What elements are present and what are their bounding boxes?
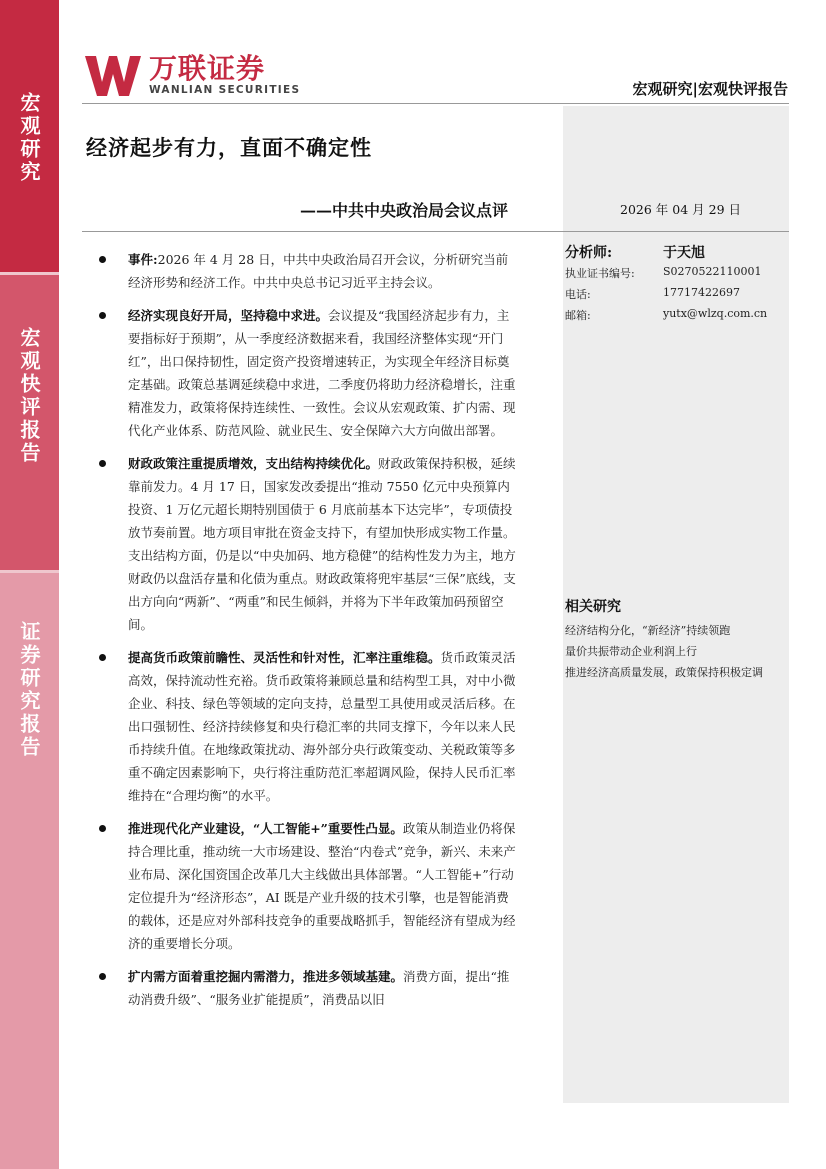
bullet-text: 会议提及“我国经济起步有力，主要指标好于预期”，从一季度经济数据来看，我国经济整体实现“开门红”，出口保持韧性，固定资产投资增速转正，为实现全年经济目标奠定基础。政策总基调延续稳中求进，二季度仍将助力经济稳增长，注重精准发力，政策将保持连续性、一致性。会议从宏观政策、扩内需、现代化产业体系、防范风险、就业民生、安全保障六大方向做出部署。: [128, 308, 516, 438]
phone-label: 电话:: [565, 288, 591, 301]
bullet-dot-icon: [99, 654, 106, 661]
sidebar-label: 证券研究报告: [17, 621, 41, 759]
company-logo: [83, 52, 300, 98]
related-research-link[interactable]: 推进经济高质量发展，政策保持积极定调: [565, 666, 763, 679]
sidebar-section-macro-review: [0, 275, 59, 570]
header-divider: [82, 103, 789, 104]
wanlian-logo-icon: [83, 52, 143, 98]
bullet-text: 货币政策灵活高效，保持流动性充裕。货币政策将兼顾总量和结构型工具，对中小微企业、科技、绿色等领域的定向支持，总量型工具使用或灵活后移。在出口强韧性、经济持续修复和央行稳汇率的共同支撑下，今年以来人民币持续升值。在地缘政策扰动、海外部分央行政策变动、关税政策等多重不确定因素影响下，央行将注重防范汇率超调风险，保持人民币汇率维持在“合理均衡”的水平。: [128, 650, 516, 803]
report-subtitle: ——中共中央政治局会议点评: [300, 201, 509, 220]
bullet-dot-icon: [99, 973, 106, 980]
analyst-name-row: [565, 242, 787, 265]
sidebar-section-securities-research: [0, 573, 59, 1169]
related-research-link[interactable]: 经济结构分化，“新经济”持续领跑: [565, 624, 731, 637]
bullet-heading: 推进现代化产业建设，“人工智能+”重要性凸显。: [128, 821, 403, 836]
analyst-name: 于天旭: [663, 245, 705, 261]
bullet-dot-icon: [99, 256, 106, 263]
title-divider: [82, 231, 789, 232]
bullet-dot-icon: [99, 312, 106, 319]
email-label: 邮箱:: [565, 309, 591, 322]
email-address[interactable]: yutx@wlzq.com.cn: [663, 307, 768, 320]
cert-number: S0270522110001: [663, 265, 762, 278]
report-date: 2026 年 04 月 29 日: [620, 202, 741, 217]
bullet-item: [96, 304, 516, 442]
bullet-text: 2026 年 4 月 28 日，中共中央政治局召开会议，分析研究当前经济形势和经济工作。中共中央总书记习近平主持会议。: [128, 252, 509, 290]
bullet-item: [96, 452, 516, 636]
bullet-dot-icon: [99, 825, 106, 832]
analyst-cert-row: [565, 265, 787, 286]
bullet-heading: 事件:: [128, 252, 158, 267]
report-title: 经济起步有力，直面不确定性: [86, 135, 372, 160]
logo-chinese-name: 万联证券: [149, 52, 266, 85]
bullet-item: [96, 248, 516, 294]
analyst-info: [565, 242, 787, 328]
phone-number: 17717422697: [663, 286, 740, 299]
related-research: [565, 596, 795, 683]
related-research-title: 相关研究: [565, 599, 621, 615]
analyst-email-row: [565, 307, 787, 328]
report-category: 宏观研究|宏观快评报告: [632, 80, 788, 98]
cert-label: 执业证书编号:: [565, 267, 635, 280]
bullet-item: [96, 817, 516, 955]
sidebar-section-macro-research: [0, 0, 59, 272]
bullet-heading: 财政政策注重提质增效，支出结构持续优化。: [128, 456, 379, 471]
left-sidebar: [0, 0, 59, 1169]
bullet-item: [96, 965, 516, 1011]
analyst-name-label: 分析师:: [565, 245, 613, 261]
bullet-text: 政策从制造业仍将保持合理比重，推动统一大市场建设、整治“内卷式”竞争，新兴、未来产业布局、深化国资国企改革几大主线做出具体部署。“人工智能+”行动定位提升为“经济形态”，AI 既是产业升级的技术引擎，也是智能消费的载体，还是应对外部科技竞争的重要战略抓手，智能经济有望成为经济的重要增长分项。: [128, 821, 516, 951]
bullet-heading: 提高货币政策前瞻性、灵活性和针对性，汇率注重维稳。: [128, 650, 441, 665]
bullet-item: [96, 646, 516, 807]
related-research-link[interactable]: 量价共振带动企业利润上行: [565, 645, 697, 658]
bullet-heading: 扩内需方面着重挖掘内需潜力，推进多领域基建。: [128, 969, 404, 984]
sidebar-label: 宏观研究: [17, 92, 41, 184]
bullet-dot-icon: [99, 460, 106, 467]
bullet-heading: 经济实现良好开局，坚持稳中求进。: [128, 308, 329, 323]
logo-english-name: WANLIAN SECURITIES: [149, 84, 301, 96]
bullet-text: 消费方面，提出“推动消费升级”、“服务业扩能提质”，消费品以旧: [128, 969, 510, 1007]
bullet-text: 财政政策保持积极，延续靠前发力。4 月 17 日，国家发改委提出“推动 7550 亿元中央预算内投资、1 万亿元超长期特别国债于 6 月底前基本下达完毕”，专项债投放节奏前置。地方项目审批在资金支持下，有望加快形成实物工作量。支出结构方面，仍是以“中央加码、地方稳健”的结构性发力为主，地方财政仍以盘活存量和化债为重点。财政政策将兜牢基层“三保”底线，支出方向向“两新”、“两重”和民生倾斜，并将为下半年政策加码预留空间。: [128, 456, 516, 632]
sidebar-label: 宏观快评报告: [17, 327, 41, 465]
report-body: [96, 248, 516, 1021]
analyst-phone-row: [565, 286, 787, 307]
